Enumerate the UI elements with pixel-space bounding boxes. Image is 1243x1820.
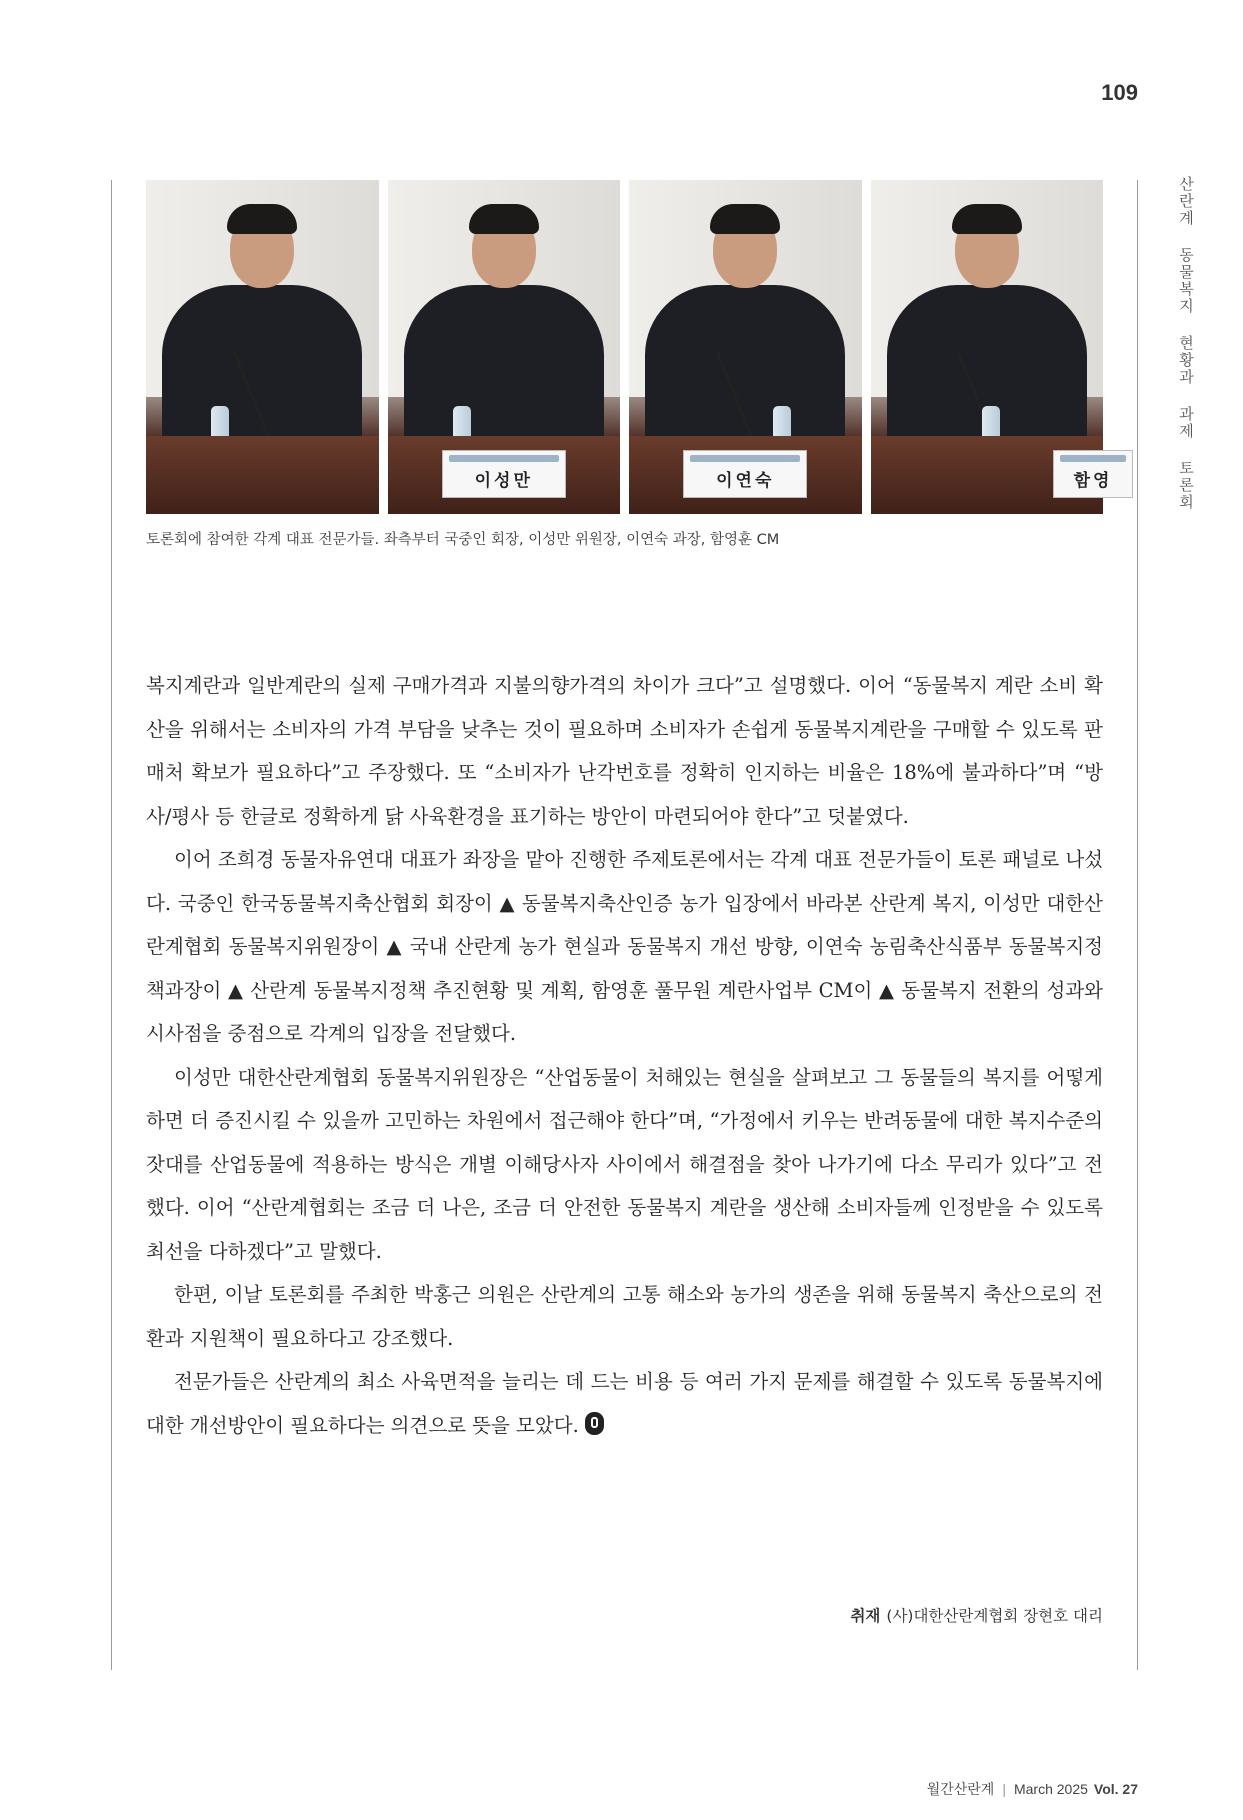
page-number: 109	[1101, 80, 1138, 105]
byline	[850, 1604, 1103, 1626]
paragraph: 이어 조희경 동물자유연대 대표가 좌장을 맡아 진행한 주제토론에서는 각계 대표 전문가들이 토론 패널로 나섰다. 국중인 한국동물복지축산협회 회장이 ▲ 동물복지축산인증 농가 입장에서 바라본 산란계 복지, 이성만 대한산란계협회 동물복지위원장이 ▲ 국내 산란계 농가 현실과 동물복지 개선 방향, 이연숙 농림축산식품부 동물복지정책과장이 ▲ 산란계 동물복지정책 추진현황 및 계획, 함영훈 풀무원 계란사업부 CM이 ▲ 동물복지 전환의 성과와 시사점을 중점으로 각계의 입장을 전달했다.	[146, 848, 1103, 1045]
footer	[927, 1779, 1138, 1799]
nameplate-name: 이연숙	[716, 471, 775, 491]
footer-separator: |	[1002, 1781, 1006, 1797]
right-divider	[1137, 180, 1138, 1670]
nameplate-name: 이성만	[474, 471, 533, 491]
nameplate	[1053, 450, 1133, 498]
section-side-title: 산란계 동물복지 현황과 과제 토론회	[1177, 176, 1195, 511]
issue-date: March 2025	[1013, 1781, 1088, 1797]
left-divider	[111, 180, 112, 1670]
paragraph-text: 전문가들은 산란계의 최소 사육면적을 늘리는 데 드는 비용 등 여러 가지 문제를 해결할 수 있도록 동물복지에 대한 개선방안이 필요하다는 의견으로 뜻을 모았다.	[146, 1370, 1103, 1437]
nameplate	[683, 450, 807, 498]
byline-label: 취재	[850, 1607, 881, 1625]
photo-panelist-2	[388, 180, 621, 514]
paragraph: 복지계란과 일반계란의 실제 구매가격과 지불의향가격의 차이가 크다”고 설명했다. 이어 “동물복지 계란 소비 확산을 위해서는 소비자의 가격 부담을 낮추는 것이 필요하며 소비자가 손쉽게 동물복지계란을 구매할 수 있도록 판매처 확보가 필요하다”고 주장했다. 또 “소비자가 난각번호를 정확히 인지하는 비율은 18%에 불과하다”며 “방사/평사 등 한글로 정확하게 닭 사육환경을 표기하는 방안이 마련되어야 한다”고 덧붙였다.	[146, 674, 1103, 828]
article-body	[146, 664, 1103, 1447]
photo-panelist-1	[146, 180, 379, 514]
photo-panelist-4	[871, 180, 1113, 514]
photo-strip	[146, 180, 1113, 514]
magazine-name: 월간산란계	[926, 1781, 995, 1797]
paragraph: 한편, 이날 토론회를 주최한 박홍근 의원은 산란계의 고통 해소와 농가의 생존을 위해 동물복지 축산으로의 전환과 지원책이 필요하다고 강조했다.	[146, 1283, 1103, 1350]
nameplate	[442, 450, 566, 498]
photo-caption: 토론회에 참여한 각계 대표 전문가들. 좌측부터 국중인 회장, 이성만 위원장, 이연숙 과장, 함영훈 CM	[146, 532, 780, 548]
photo-panelist-3	[629, 180, 862, 514]
issue-volume: Vol. 27	[1093, 1781, 1138, 1797]
paragraph: 이성만 대한산란계협회 동물복지위원장은 “산업동물이 처해있는 현실을 살펴보고 그 동물들의 복지를 어떻게 하면 더 증진시킬 수 있을까 고민하는 차원에서 접근해야 한다”며, “가정에서 키우는 반려동물에 대한 복지수준의 잣대를 산업동물에 적용하는 방식은 개별 이해당사자 사이에서 해결점을 찾아 나가기에 다소 무리가 있다”고 전했다. 이어 “산란계협회는 조금 더 나은, 조금 더 안전한 동물복지 계란을 생산해 소비자들께 인정받을 수 있도록 최선을 다하겠다”고 말했다.	[146, 1065, 1103, 1263]
byline-author: (사)대한산란계협회 장현호 대리	[886, 1607, 1103, 1625]
nameplate-name: 함영	[1073, 471, 1113, 491]
paragraph	[146, 1360, 1103, 1447]
egg-end-icon	[585, 1412, 604, 1435]
